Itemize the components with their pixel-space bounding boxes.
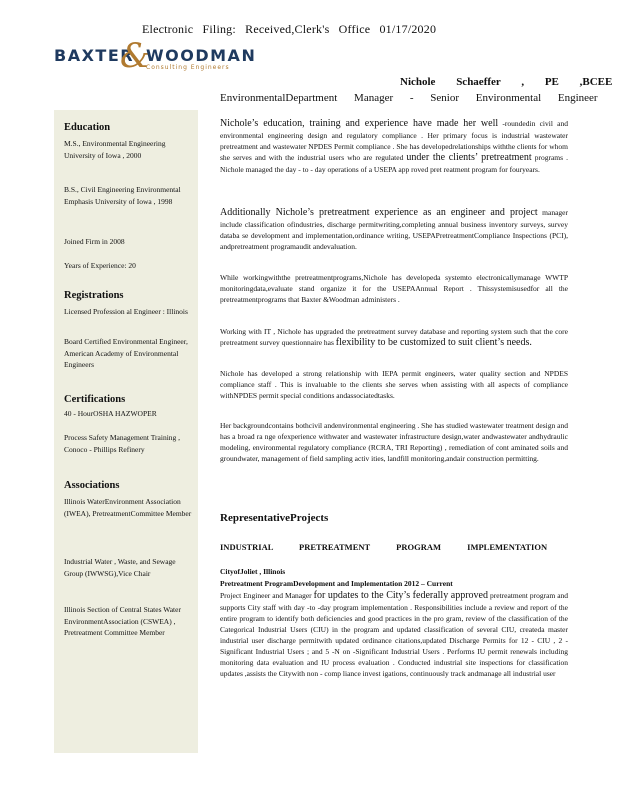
certifications-heading: Certifications (64, 394, 126, 405)
joined-firm: Joined Firm in 2008 (64, 237, 125, 246)
paragraph-education: Nichole’s education, training and experience have made her well -roundedin civil and environmental engineering design and regulatory compliance . Her primary focus is industrial wastewater pretreatment and wastewater NPDES Permit compliance . She has developedrelationships withthe clients for whom she serves and with the industrial users who are regulated under the clients’ pretreatment programs . Nichole managed the day - to - day operations of a USEPA app roved pret reatment program for fouryears. (220, 118, 568, 174)
association-item-iwea: Illinois WaterEnvironment Association (IWEA), PretreatmentCommittee Member (64, 497, 192, 518)
project-line: Pretreatment ProgramDevelopment and Implementation 2012 – Current (220, 579, 453, 588)
filing-stamp: Electronic Filing: Received,Clerk's Office 01/17/2020 (142, 22, 437, 36)
paragraph-survey-database: Working with IT , Nichole has upgraded the pretreatment survey database and reporting system such that the core pretreatment survey questionnaire has flexibility to be customized to suit client’s needs. (220, 327, 568, 348)
paragraph-background: Her backgroundcontains bothcivil andenvironmental engineering . She has studied wastewater treatment design and has a broad ra nge ofexperience withwater and wastewater infrastructure design,water andwastewater andhydraulic modeling, environmental regulatory compliance (RCRA, TRI Reporting) , remediation of cont aminated soils and groundwater, management of field sampling activ ities, landfill monitoring,andair construction permitting. (220, 421, 568, 463)
program-title: INDUSTRIAL PRETREATMENT PROGRAM IMPLEMENTATION (220, 542, 548, 552)
representative-projects-heading: RepresentativeProjects (220, 512, 329, 524)
sidebar (54, 110, 198, 753)
job-title: EnvironmentalDepartment Manager - Senior Environmental Engineer (220, 92, 598, 104)
person-name: Nichole Schaeffer , PE ,BCEE (400, 76, 613, 88)
associations-heading: Associations (64, 480, 120, 491)
project-city: CityofJoliet , Illinois (220, 567, 286, 576)
registration-item-bcee: Board Certified Environmental Engineer, American Academy of Environmental Engineers (64, 337, 188, 369)
logo-word-left: BAXTER (54, 46, 135, 65)
logo-ampersand: & (120, 36, 151, 76)
education-item-bs: B.S., Civil Engineering Environmental Emphasis University of Iowa , 1998 (64, 185, 181, 206)
years-experience: Years of Experience: 20 (64, 261, 136, 270)
paragraph-pretreatment: Additionally Nichole’s pretreatment experience as an engineer and project manager include classification ofindustries, discharge permitwriting,completing annual business inventory surveys, survey databa se development and implementation,ordinance writing, USEPAPretreatmentCompliance Inspections (PCI), andpretreatment programaudit andevaluation. (220, 207, 568, 251)
paragraph-iepa: Nichole has developed a strong relationship with IEPA permit engineers, water quality section and NPDES compliance staff . This is invaluable to the clients she serves when assisting with all aspects of compliance withNPDES permit special conditions andassociatedtasks. (220, 369, 568, 400)
association-item-iwwsg: Industrial Water , Waste, and Sewage Group (IWWSG),Vice Chair (64, 557, 176, 578)
company-logo (54, 36, 257, 76)
certification-item-hazwoper: 40 - HourOSHA HAZWOPER (64, 409, 157, 418)
association-item-cswea: Illinois Section of Central States Water EnvironmentAssociation (CSWEA) , Pretreatment Committee Member (64, 605, 181, 637)
registrations-heading: Registrations (64, 290, 124, 301)
logo-word-right: WOODMAN (146, 46, 257, 65)
paragraph-data-system: While workingwiththe pretreatmentprograms,Nichole has developeda systemto electronicallymanage WWTP monitoringdata,evaluate stand organize it for the USEPAAnnual Report . Thissystemisusedfor all the pretreatmentprograms that Baxter &Woodman administers . (220, 273, 568, 304)
certification-item-psm: Process Safety Management Training , Conoco - Phillips Refinery (64, 433, 181, 454)
logo-tagline: Consulting Engineers (146, 64, 230, 71)
education-heading: Education (64, 122, 111, 133)
education-item-ms: M.S., Environmental Engineering University of Iowa , 2000 (64, 139, 166, 160)
registration-item-pe: Licensed Profession al Engineer : Illinois (64, 307, 188, 316)
project-description: Project Engineer and Manager for updates to the City’s federally approved pretreatment program and supports City staff with day -to -day program implementation . Responsibilities include a review and report of the entire program to identify both deficiencies and good practices in the pro gram, review of the classification of the Categorical Industrial Users (CIU) in the program and updated classification of several CIU, createda master industrial user discharge permitwith updated ordinance citations,updated Discharge Permits for 12 - CIU , 2 - Significant Industrial Users ; and 5 -N on -Significant Industrial Users . Performs IU permit renewals including monitoring data evaluation and IU process evaluation . Conducted industrial site inspections for classification updates ,assists the Citywith non - comp liance invest igations, continuously track andmanage all industrial user (220, 590, 569, 678)
